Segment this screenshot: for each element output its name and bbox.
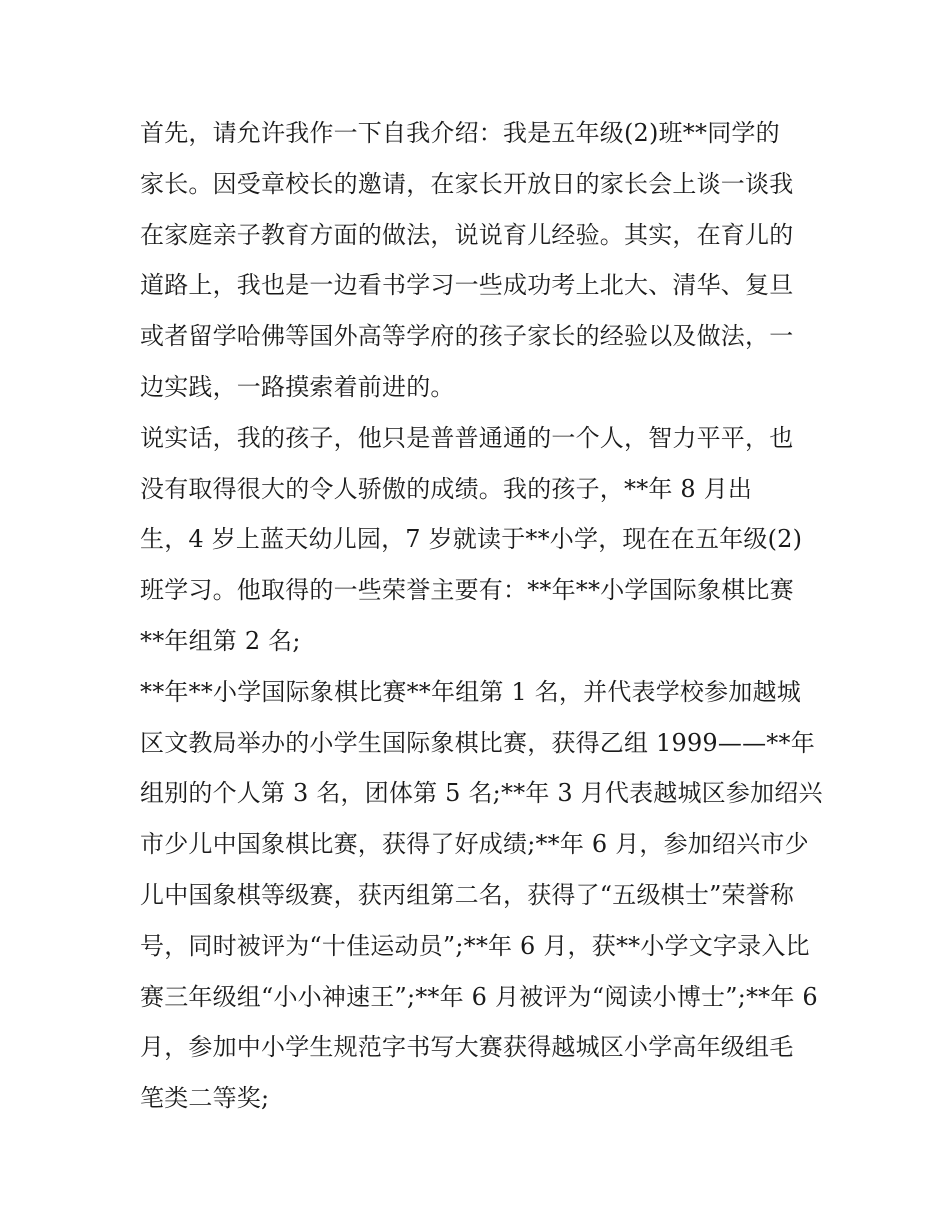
text-line: 生，4 岁上蓝天幼儿园，7 岁就读于**小学，现在在五年级(2) [140,525,803,554]
text-line: 班学习。他取得的一些荣誉主要有：**年**小学国际象棋比赛 [140,576,794,605]
text-line: **年**小学国际象棋比赛**年组第 1 名，并代表学校参加越城 [140,677,801,706]
text-line: 月，参加中小学生规范字书写大赛获得越城区小学高年级组毛 [140,1033,794,1062]
text-line: 市少儿中国象棋比赛，获得了好成绩;**年 6 月，参加绍兴市少 [140,830,809,859]
document-body [140,108,823,1124]
paragraph-self-introduction [140,108,820,413]
text-line: 笔类二等奖; [140,1084,270,1113]
paragraph-honors-list [140,667,823,1124]
text-line: 家长。因受章校长的邀请，在家长开放日的家长会上谈一谈我 [140,169,794,198]
text-line: 首先，请允许我作一下自我介绍：我是五年级(2)班**同学的 [140,119,780,147]
text-line: 号，同时被评为“十佳运动员”;**年 6 月，获**小学文字录入比 [140,931,810,960]
text-line: 或者留学哈佛等国外高等学府的孩子家长的经验以及做法，一 [140,322,794,351]
text-line: 说实话，我的孩子，他只是普普通通的一个人，智力平平，也 [140,423,794,452]
text-line: **年组第 2 名; [140,626,301,655]
text-line: 道路上，我也是一边看书学习一些成功考上北大、清华、复旦 [140,271,794,300]
text-line: 没有取得很大的令人骄傲的成绩。我的孩子，**年 8 月出 [140,474,753,503]
text-line: 赛三年级组“小小神速王”;**年 6 月被评为“阅读小博士”;**年 6 [140,982,818,1011]
text-line: 边实践，一路摸索着前进的。 [140,372,455,401]
text-line: 儿中国象棋等级赛，获丙组第二名，获得了“五级棋士”荣誉称 [140,880,795,909]
paragraph-child-background [140,413,820,667]
text-line: 组别的个人第 3 名，团体第 5 名;**年 3 月代表越城区参加绍兴 [140,779,823,808]
text-line: 区文教局举办的小学生国际象棋比赛，获得乙组 1999——**年 [140,728,815,757]
text-line: 在家庭亲子教育方面的做法，说说育儿经验。其实，在育儿的 [140,220,794,249]
